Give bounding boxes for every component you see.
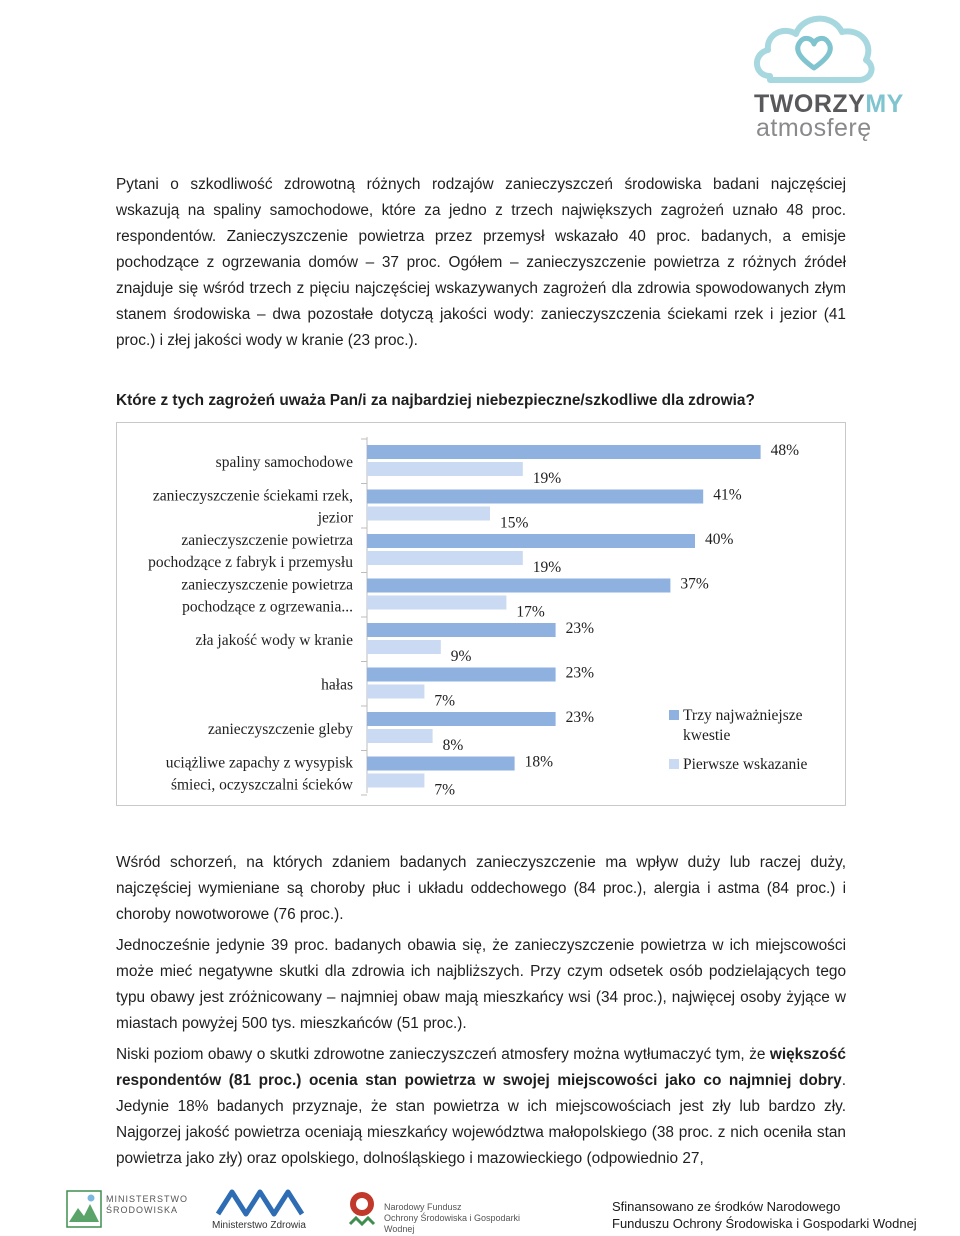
category-label: zanieczyszczenie gleby [207, 721, 353, 738]
bar-top3 [367, 712, 556, 726]
concern-paragraph: Jednocześnie jedynie 39 proc. badanych obawia się, że zanieczyszczenie powietrza w ich miejscowości może mieć negatywne skutki dla zdrowia ich najbliższych. Przy czym odsetek osób podzielających tego typu obawy jest zróżnicowany – najmniej obaw mają mieszkańcy wsi (34 proc.), najwięcej osoby żyjące w miastach powyżej 500 tys. mieszkańców (51 proc.). [116, 937, 846, 1032]
data-label: 23% [565, 620, 595, 637]
nfos-emblem-icon [346, 1190, 378, 1230]
legend-swatch-top3 [669, 710, 679, 720]
bar-first [367, 640, 441, 654]
category-label: zła jakość wody w kranie [195, 632, 353, 649]
category-label: uciążliwe zapachy z wysypisk [165, 754, 353, 772]
nfos-logo: Narodowy Fundusz Ochrony Środowiska i Gospodarki Wodnej [346, 1190, 546, 1234]
legend-swatch-first [669, 759, 679, 769]
bar-first [367, 774, 424, 788]
category-label: pochodzące z ogrzewania... [182, 598, 353, 616]
data-label: 41% [713, 486, 742, 504]
ministry-environment-logo: MINISTERSTWO ŚRODOWISKA [66, 1190, 186, 1230]
bar-top3 [367, 445, 761, 459]
bar-first [367, 551, 523, 565]
data-label: 9% [450, 648, 472, 665]
bar-first [367, 596, 506, 610]
data-label: 7% [434, 781, 456, 799]
data-label: 15% [500, 514, 529, 532]
category-label: hałas [321, 676, 353, 694]
ministry-health-emblem-icon [214, 1188, 314, 1218]
data-label: 19% [532, 470, 562, 487]
bar-first [367, 507, 490, 521]
data-label: 40% [705, 531, 734, 548]
bar-first [367, 729, 433, 743]
tworzymy-atmosfere-logo [744, 4, 934, 144]
bar-top3 [367, 623, 556, 637]
logo-text-line2: atmosferę [756, 114, 872, 142]
category-label: jezior [317, 509, 353, 527]
bar-first [367, 462, 523, 476]
bar-top3 [367, 668, 556, 682]
chart-canvas [117, 423, 847, 807]
category-label: śmieci, oczyszczalni ścieków [170, 776, 353, 794]
bar-top3 [367, 490, 703, 504]
data-label: 23% [565, 664, 595, 682]
bar-top3 [367, 534, 695, 548]
ministry-environment-emblem-icon [66, 1190, 102, 1228]
data-label: 19% [532, 559, 562, 576]
legend-label: Trzy najważniejsze [683, 707, 803, 724]
data-label: 7% [434, 692, 456, 710]
data-label: 23% [565, 709, 595, 726]
category-label: zanieczyszczenie powietrza [181, 576, 353, 594]
highlight-text: większość respondentów (81 proc.) ocenia stan powietrza w swojej miejscowości jako co najmniej dobry [116, 1046, 846, 1089]
ministry-health-logo: Ministerstwo Zdrowia [210, 1188, 320, 1234]
logo-text-line1: TWORZYMY [754, 90, 904, 118]
category-label: zanieczyszczenie ściekami rzek, [152, 487, 353, 505]
category-label: pochodzące z fabryk i przemysłu [148, 554, 353, 571]
intro-paragraph: Pytani o szkodliwość zdrowotną różnych rodzajów zanieczyszczeń środowiska badani najczęściej wskazują na spaliny samochodowe, które za jedno z trzech największych zagrożeń uznało 48 proc. respondentów. Zanieczyszczenie powietrza przez przemysł wskazało 40 proc. badanych, a emisje pochodzące z ogrzewania domów – 37 proc. Ogółem – zanieczyszczenie powietrza z różnych źródeł znajduje się wśród trzech z pięciu najczęściej wskazywanych zagrożeń dla zdrowia spowodowanych złym stanem środowiska – dwa pozostałe dotyczą jakości wody: zanieczyszczenia ściekami rzek i jezior (41 proc.) i złej jakości wody w kranie (23 proc.). [116, 176, 846, 349]
data-label: 8% [442, 737, 464, 754]
chart-question-heading: Które z tych zagrożeń uważa Pan/i za najbardziej niebezpieczne/szkodliwe dla zdrowia? [116, 392, 755, 409]
air-quality-paragraph: Niski poziom obawy o skutki zdrowotne zanieczyszczeń atmosfery można wytłumaczyć tym, że większość respondentów (81 proc.) ocenia stan powietrza w swojej miejscowości jako co najmniej dobry. Jedynie 18% badanych przyznaje, że stan powietrza w ich miejscowościach jest zły lub bardzo zły. Najgorzej jakość powietrza oceniają mieszkańcy województwa małopolskiego (38 proc. z nich oceniła stan powietrza jako zły) oraz opolskiego, dolnośląskiego i mazowieckiego (odpowiednio 27, [116, 1046, 846, 1167]
legend-label: Pierwsze wskazanie [683, 756, 808, 773]
bar-top3 [367, 757, 515, 771]
data-label: 17% [516, 603, 545, 621]
category-label: zanieczyszczenie powietrza [181, 532, 353, 549]
data-label: 48% [770, 442, 800, 459]
category-label: spaliny samochodowe [215, 454, 353, 471]
funding-note: Sfinansowano ze środków Narodowego Funduszu Ochrony Środowiska i Gospodarki Wodnej [612, 1199, 917, 1231]
diseases-paragraph: Wśród schorzeń, na których zdaniem badanych zanieczyszczenie ma wpływ duży lub raczej duży, najczęściej wymieniane są choroby płuc i układu oddechowego (84 proc.), alergia i astma (84 proc.) i choroby nowotworowe (76 proc.). [116, 854, 846, 923]
legend-label: kwestie [683, 727, 731, 744]
bar-first [367, 685, 424, 699]
bar-chart [116, 422, 846, 806]
data-label: 18% [524, 753, 554, 771]
bar-top3 [367, 579, 670, 593]
data-label: 37% [680, 575, 709, 593]
cloud-heart-icon [748, 4, 878, 90]
